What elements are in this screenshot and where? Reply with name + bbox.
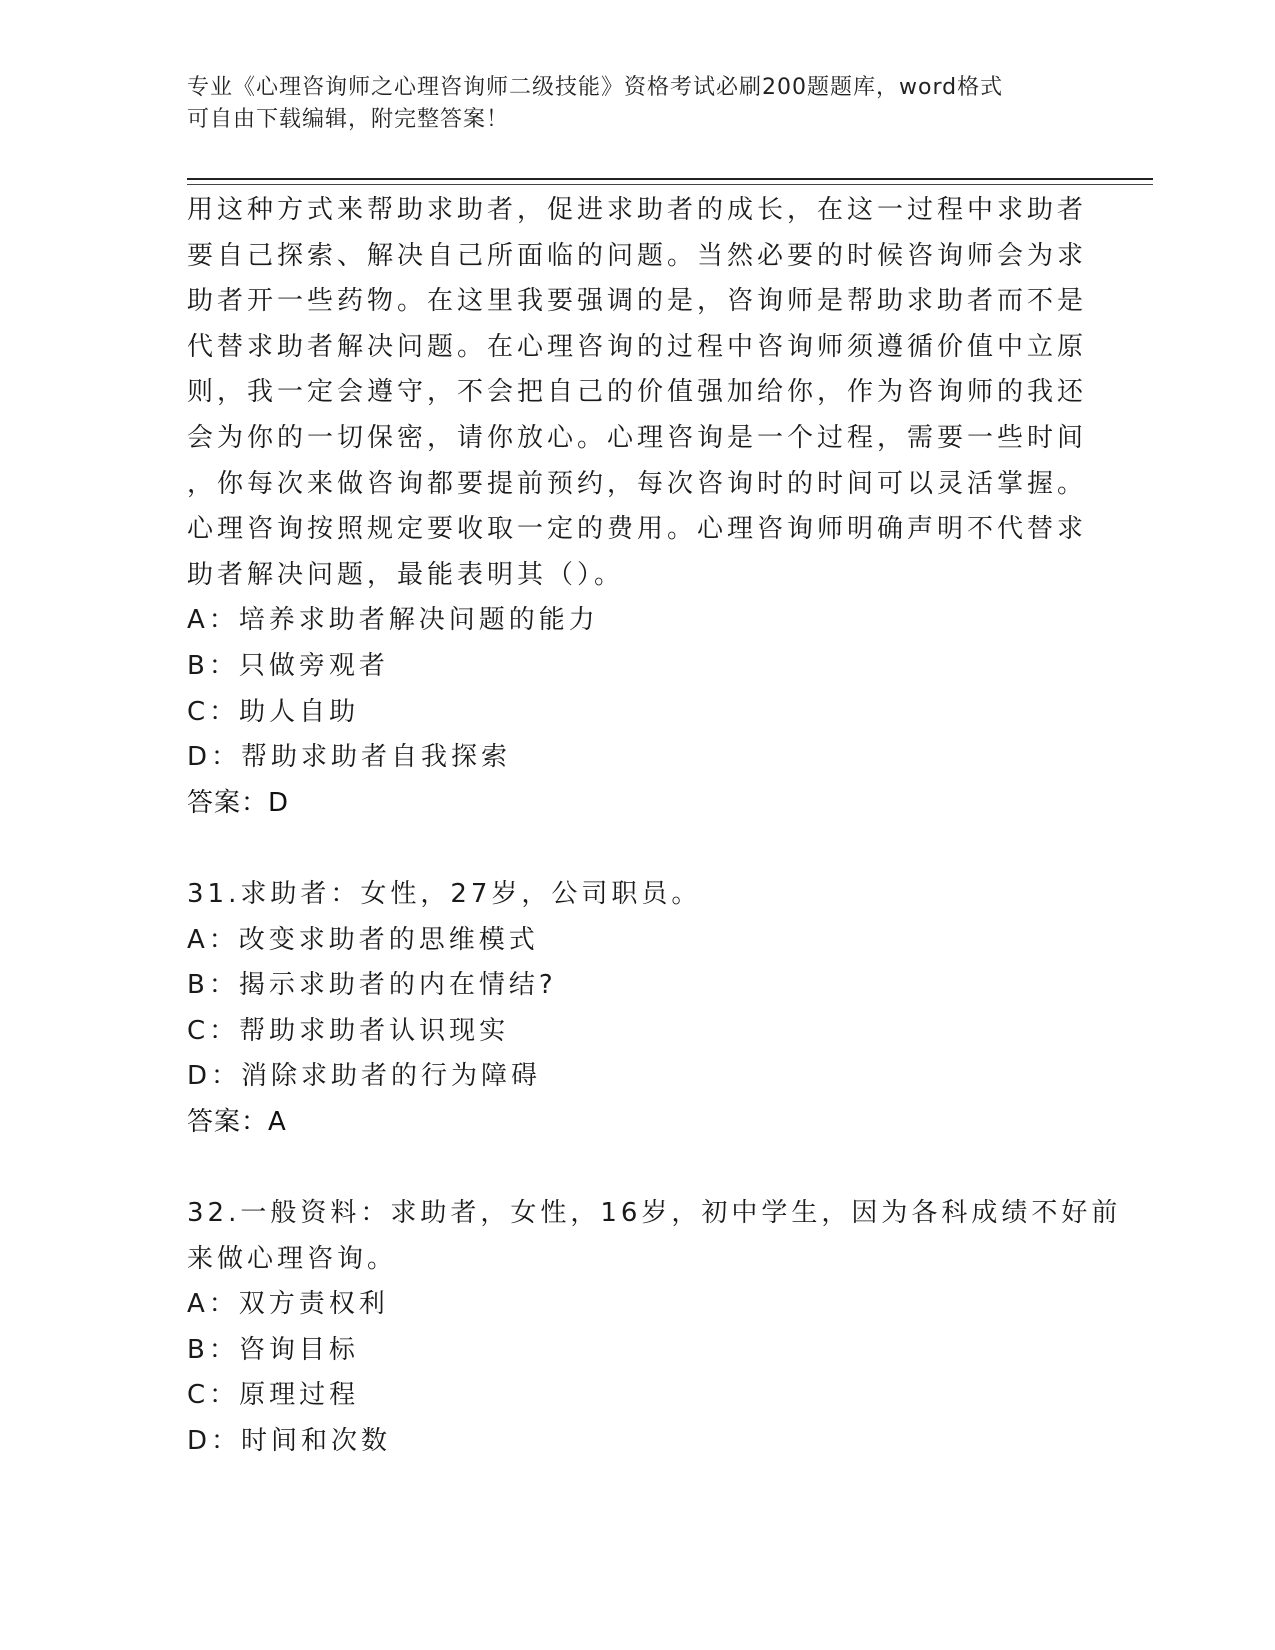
header-line-2: 可自由下载编辑，附完整答案！ <box>187 107 510 132</box>
question-spacer <box>187 1145 1087 1191</box>
option-d: D：帮助求助者自我探索 <box>187 742 512 773</box>
question-stem-line: 31.求助者：女性，27岁，公司职员。 <box>187 878 702 909</box>
question-stem-line: ，你每次来做咨询都要提前预约，每次咨询时的时间可以灵活掌握。 <box>187 468 1088 499</box>
question-stem-line: 则，我一定会遵守，不会把自己的价值强加给你，作为咨询师的我还 <box>187 377 1088 408</box>
page-content <box>187 188 1122 1465</box>
question-stem-line: 心理咨询按照规定要收取一定的费用。心理咨询师明确声明不代替求 <box>187 514 1088 545</box>
header-line-1: 专业《心理咨询师之心理咨询师二级技能》资格考试必刷200题题库，word格式 <box>187 75 1004 100</box>
option-b: B：咨询目标 <box>187 1334 359 1365</box>
question-stem-line: 代替求助者解决问题。在心理咨询的过程中咨询师须遵循价值中立原 <box>187 331 1088 362</box>
question-31 <box>187 872 1087 1146</box>
question-stem-line: 来做心理咨询。 <box>187 1243 398 1274</box>
header-divider-thick <box>187 178 1153 180</box>
question-stem-line: 助者开一些药物。在这里我要强调的是，咨询师是帮助求助者而不是 <box>187 286 1088 317</box>
question-stem-line: 要自己探索、解决自己所面临的问题。当然必要的时候咨询师会为求 <box>187 240 1088 271</box>
document-header <box>187 72 1087 136</box>
option-a: A：培养求助者解决问题的能力 <box>187 605 599 636</box>
answer-label: 答案：A <box>187 1106 287 1137</box>
answer-label: 答案：D <box>187 787 290 818</box>
option-c: C：原理过程 <box>187 1380 360 1411</box>
question-stem-line: 助者解决问题，最能表明其（）。 <box>187 559 625 590</box>
option-d: D：时间和次数 <box>187 1426 392 1457</box>
question-30 <box>187 188 1087 826</box>
question-stem-line: 32.一般资料：求助者，女性，16岁，初中学生，因为各科成绩不好前 <box>187 1198 1122 1229</box>
option-a: A：双方责权利 <box>187 1289 389 1320</box>
option-d: D：消除求助者的行为障碍 <box>187 1061 542 1092</box>
option-b: B：揭示求助者的内在情结? <box>187 970 557 1001</box>
question-stem-line: 用这种方式来帮助求助者，促进求助者的成长，在这一过程中求助者 <box>187 195 1088 225</box>
question-32 <box>187 1191 1122 1465</box>
option-c: C：助人自助 <box>187 696 360 727</box>
question-stem-line: 会为你的一切保密，请你放心。心理咨询是一个过程，需要一些时间 <box>187 422 1088 453</box>
option-c: C：帮助求助者认识现实 <box>187 1015 510 1046</box>
question-spacer <box>187 826 1087 872</box>
option-b: B：只做旁观者 <box>187 650 389 681</box>
header-divider-thin <box>187 184 1153 185</box>
option-a: A：改变求助者的思维模式 <box>187 924 539 955</box>
